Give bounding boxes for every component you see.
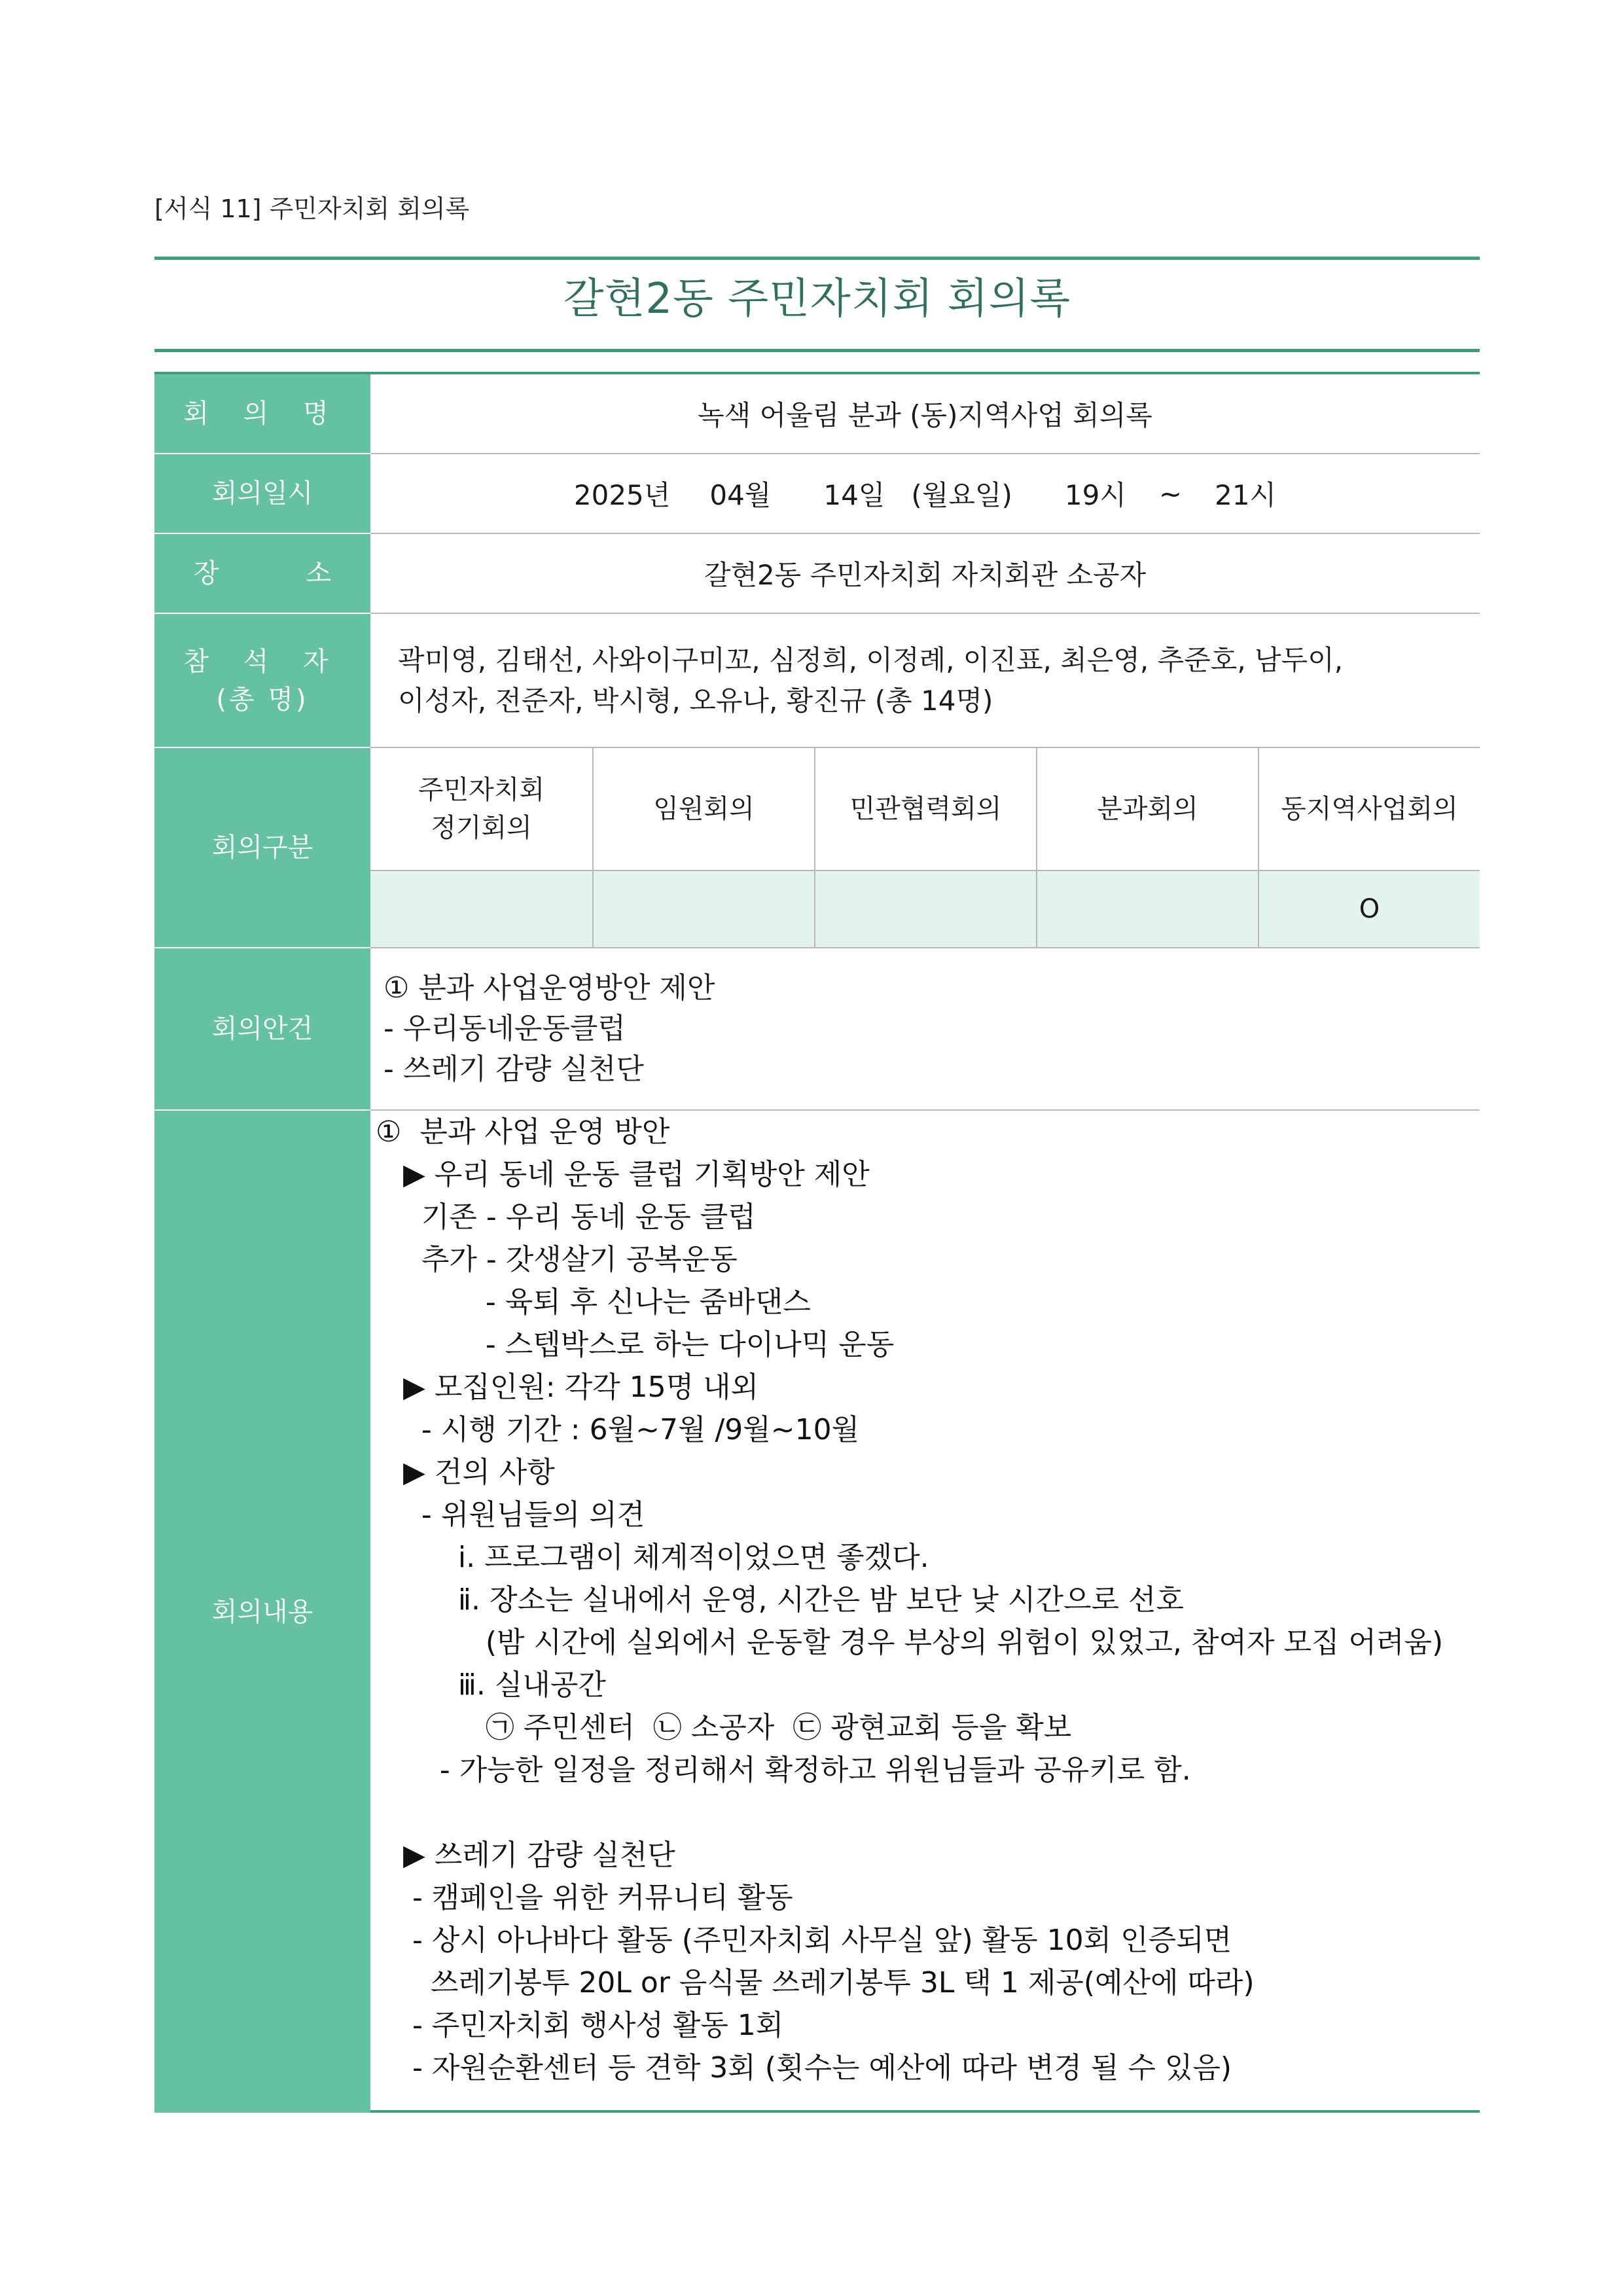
date-day: 14일 <box>823 479 885 511</box>
content-line: ▶ 우리 동네 운동 클럽 기획방안 제안 <box>376 1158 870 1191</box>
content-line: ▶ 쓰레기 감량 실천단 <box>376 1839 675 1872</box>
attendees-line1: 곽미영, 김태선, 사와이구미꼬, 심정희, 이정례, 이진표, 최은영, 추준호, 남두이, <box>398 643 1344 676</box>
attendees-value <box>370 614 1480 748</box>
content-line: ⅲ. 실내공간 <box>376 1668 606 1702</box>
meeting-type-col4-mark <box>1036 871 1258 948</box>
content-line: - 스텝박스로 하는 다이나믹 운동 <box>376 1328 895 1361</box>
meeting-type-col2-mark <box>592 871 814 948</box>
attendees-label-line1: 참 석 자 <box>183 646 342 677</box>
content-line: (밤 시간에 실외에서 운동할 경우 부상의 위험이 있었고, 참여자 모집 어려움) <box>376 1626 1444 1659</box>
content-line: 쓰레기봉투 20L or 음식물 쓰레기봉투 3L 택 1 제공(예산에 따라) <box>376 1966 1255 2000</box>
content-body <box>376 1111 1443 2089</box>
col1-header-line2: 정기회의 <box>431 813 532 843</box>
meeting-type-col1-header <box>370 748 592 871</box>
meeting-type-label: 회의구분 <box>154 748 370 948</box>
agenda-item: - 우리동네운동클럽 <box>383 1012 626 1045</box>
meeting-type-col5-mark: O <box>1258 871 1480 948</box>
content-line: - 가능한 일정을 정리해서 확정하고 위원님들과 공유키로 함. <box>376 1753 1191 1787</box>
attendees-label-line2: (총 명) <box>216 684 309 715</box>
content-label: 회의내용 <box>154 1111 370 2113</box>
date-start-time: 19시 <box>1064 479 1126 511</box>
agenda-label: 회의안건 <box>154 948 370 1111</box>
place-value: 갈현2동 주민자치회 자치회관 소공자 <box>370 534 1480 614</box>
date-month: 04월 <box>709 479 772 511</box>
meeting-name-value: 녹색 어울림 분과 (동)지역사업 회의록 <box>370 374 1480 454</box>
content-line: - 위원님들의 의견 <box>376 1498 645 1532</box>
content-line: - 자원순환센터 등 견학 3회 (횟수는 예산에 따라 변경 될 수 있음) <box>376 2051 1232 2085</box>
date-weekday: (월요일) <box>911 479 1012 511</box>
content-line: - 상시 아나바다 활동 (주민자치회 사무실 앞) 활동 10회 인증되면 <box>376 1924 1232 1957</box>
content-line: - 시행 기간 : 6월~7월 /9월~10월 <box>376 1413 860 1446</box>
attendees-line2: 이성자, 전준자, 박시형, 오유나, 황진규 (총 14명) <box>398 684 993 717</box>
date-tilde: ~ <box>1158 477 1183 510</box>
content-line: ⅱ. 장소는 실내에서 운영, 시간은 밤 보단 낮 시간으로 선호 <box>376 1583 1184 1617</box>
content-line: ㉠ 주민센터 ㉡ 소공자 ㉢ 광현교회 등을 확보 <box>376 1711 1072 1744</box>
meeting-name-label: 회 의 명 <box>154 374 370 454</box>
meeting-type-col1-mark <box>370 871 592 948</box>
content-line: ⅰ. 프로그램이 체계적이었으면 좋겠다. <box>376 1541 929 1574</box>
date-year: 2025년 <box>573 479 671 511</box>
meeting-type-col4-header: 분과회의 <box>1036 748 1258 871</box>
attendees-label <box>154 614 370 748</box>
content-line: - 육퇴 후 신나는 줌바댄스 <box>376 1285 811 1319</box>
col1-header-line1: 주민자치회 <box>418 775 545 805</box>
page-title: 갈현2동 주민자치회 회의록 <box>563 275 1071 323</box>
agenda-value <box>370 948 1480 1111</box>
content-line: - 주민자치회 행사성 활동 1회 <box>376 2009 784 2042</box>
meeting-minutes-table <box>154 372 1480 2113</box>
title-top-rule <box>154 257 1480 260</box>
content-line: 기존 - 우리 동네 운동 클럽 <box>376 1200 756 1234</box>
content-line: ① 분과 사업 운영 방안 <box>376 1115 670 1149</box>
form-label: [서식 11] 주민자치회 회의록 <box>154 194 470 223</box>
meeting-type-col5-header: 동지역사업회의 <box>1258 748 1480 871</box>
agenda-item: - 쓰레기 감량 실천단 <box>383 1052 644 1086</box>
place-label: 장 소 <box>154 534 370 614</box>
content-line: - 캠페인을 위한 커뮤니티 활동 <box>376 1881 793 1914</box>
content-line <box>376 1791 1443 1834</box>
content-line: ▶ 모집인원: 각각 15명 내외 <box>376 1371 759 1404</box>
meeting-type-col3-mark <box>814 871 1036 948</box>
date-end-time: 21시 <box>1215 479 1277 511</box>
agenda-item: ① 분과 사업운영방안 제안 <box>383 971 715 1005</box>
meeting-date-value <box>370 454 1480 534</box>
meeting-type-col3-header: 민관협력회의 <box>814 748 1036 871</box>
meeting-type-col2-header: 임원회의 <box>592 748 814 871</box>
meeting-date-label: 회의일시 <box>154 454 370 534</box>
content-line: 추가 - 갓생살기 공복운동 <box>376 1243 738 1276</box>
title-bottom-rule <box>154 349 1480 352</box>
content-line: ▶ 건의 사항 <box>376 1456 555 1489</box>
